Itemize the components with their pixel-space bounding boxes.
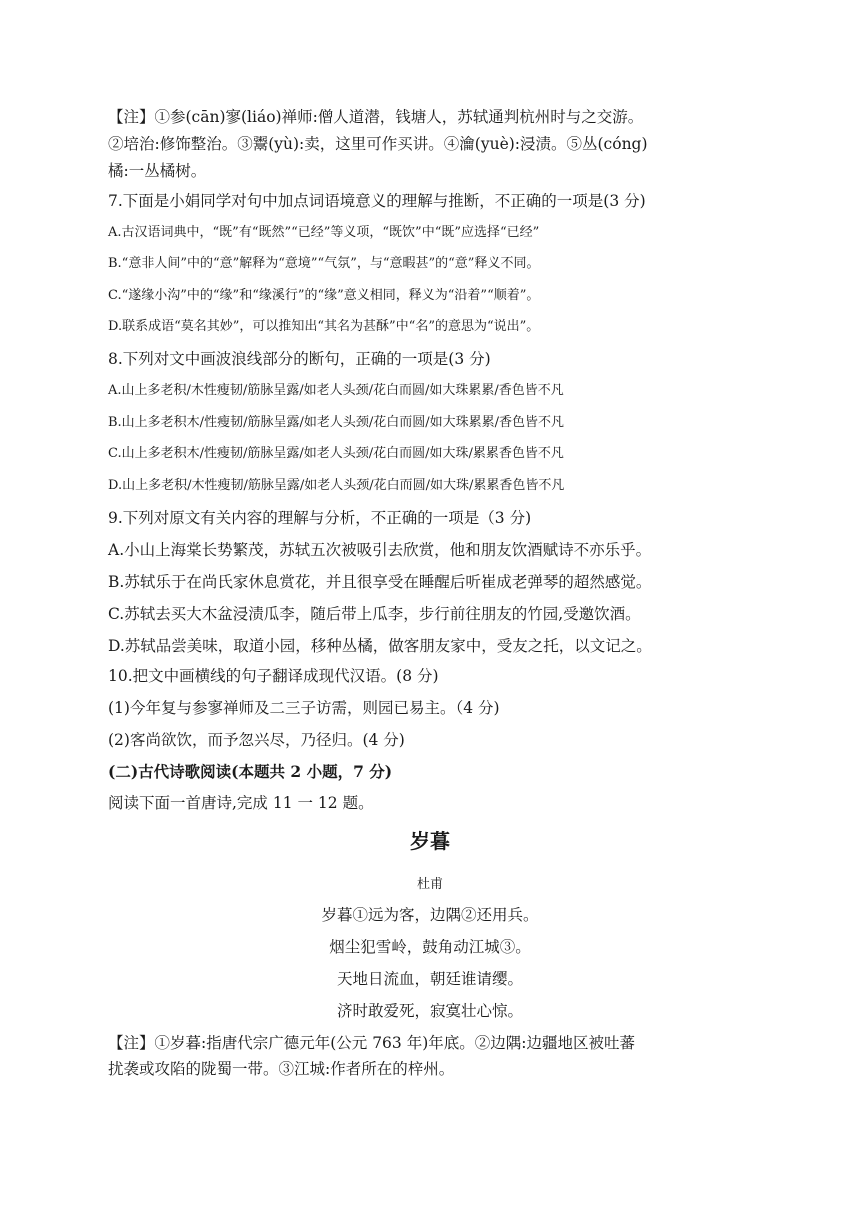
question-10-sentence-1: (1)今年复与参寥禅师及二三子访需，则园已易主。（4 分)	[108, 699, 500, 717]
note-line-2: ②培治:修饰整治。③鬻(yù):卖，这里可作买讲。④瀹(yuè):浸渍。⑤丛(cóng)	[108, 135, 648, 153]
question-8-stem: 8.下列对文中画波浪线部分的断句，正确的一项是(3 分)	[108, 350, 491, 368]
question-9-option-b: B.苏轼乐于在尚氏家休息赏花，并且很享受在睡醒后听崔成老弹琴的超然感觉。	[108, 573, 652, 591]
poem-line-1: 岁暮①远为客，边隅②还用兵。	[321, 906, 539, 924]
question-7-stem: 7.下面是小娟同学对句中加点词语境意义的理解与推断，不正确的一项是(3 分)	[108, 192, 646, 210]
note-line-1: 【注】①参(cān)寥(liáo)禅师:僧人道潜，钱塘人，苏轼通判杭州时与之交游。	[108, 108, 644, 126]
poem-author: 杜甫	[416, 877, 443, 892]
poem-line-4: 济时敢爱死，寂寞壮心惊。	[336, 1002, 523, 1020]
question-10-stem: 10.把文中画横线的句子翻译成现代汉语。(8 分)	[108, 667, 439, 685]
question-9-option-d: D.苏轼品尝美味，取道小园，移种丛橘，做客朋友家中，受友之托，以文记之。	[108, 637, 652, 655]
section-instruction: 阅读下面一首唐诗,完成 11 一 12 题。	[108, 794, 374, 812]
question-8-option-d: D.山上多老积/木性瘦韧/筋脉呈露/如老人头颈/花白而圆/如大珠/累累香色皆不凡	[108, 478, 565, 493]
question-9-option-c: C.苏轼去买大木盆浸渍瓜李，随后带上瓜李，步行前往朋友的竹园,受邀饮酒。	[108, 605, 641, 623]
poem-line-3: 天地日流血，朝廷谁请缨。	[336, 970, 523, 988]
poem-line-2: 烟尘犯雪岭，鼓角动江城③。	[329, 938, 531, 956]
question-7-option-d: D.联系成语“莫名其妙”，可以推知出“其名为甚酥”中“名”的意思为“说出”。	[108, 319, 540, 334]
question-9-stem: 9.下列对原文有关内容的理解与分析，不正确的一项是（3 分)	[108, 509, 532, 527]
question-7-option-b: B.“意非人间”中的“意”解释为“意境”“气氛”，与“意暇甚”的“意”释义不同。	[108, 256, 540, 271]
question-7-option-c: C.“遂缘小沟”中的“缘”和“缘溪行”的“缘”意义相同，释义为“沿着”“顺着”。	[108, 288, 540, 303]
question-8-option-c: C.山上多老积木/性瘦韧/筋脉呈露/如老人头颈/花白而圆/如大珠/累累香色皆不凡	[108, 446, 564, 461]
poem-note-line-2: 扰袭或攻陷的陇蜀一带。③江城:作者所在的梓州。	[108, 1060, 455, 1078]
question-10-sentence-2: (2)客尚欲饮，而予忽兴尽，乃径归。(4 分)	[108, 731, 405, 749]
question-8-option-a: A.山上多老积/木性瘦韧/筋脉呈露/如老人头颈/花白而圆/如大珠累累/香色皆不凡	[108, 383, 564, 398]
question-9-option-a: A.小山上海棠长势繁茂，苏轼五次被吸引去欣赏，他和朋友饮酒赋诗不亦乐乎。	[108, 541, 652, 559]
section-heading: (二)古代诗歌阅读(本题共 2 小题，7 分)	[108, 762, 393, 781]
poem-note-line-1: 【注】①岁暮:指唐代宗广德元年(公元 763 年)年底。②边隅:边疆地区被吐蕃	[108, 1034, 635, 1052]
poem-title: 岁暮	[410, 829, 450, 853]
question-7-option-a: A.古汉语词典中，“既”有“既然”“已经”等义项，“既饮”中“既”应选择“已经”	[108, 225, 540, 240]
note-line-3: 橘:一丛橘树。	[108, 162, 207, 180]
question-8-option-b: B.山上多老积木/性瘦韧/筋脉呈露/如老人头颈/花白而圆/如大珠累累/香色皆不凡	[108, 415, 564, 430]
